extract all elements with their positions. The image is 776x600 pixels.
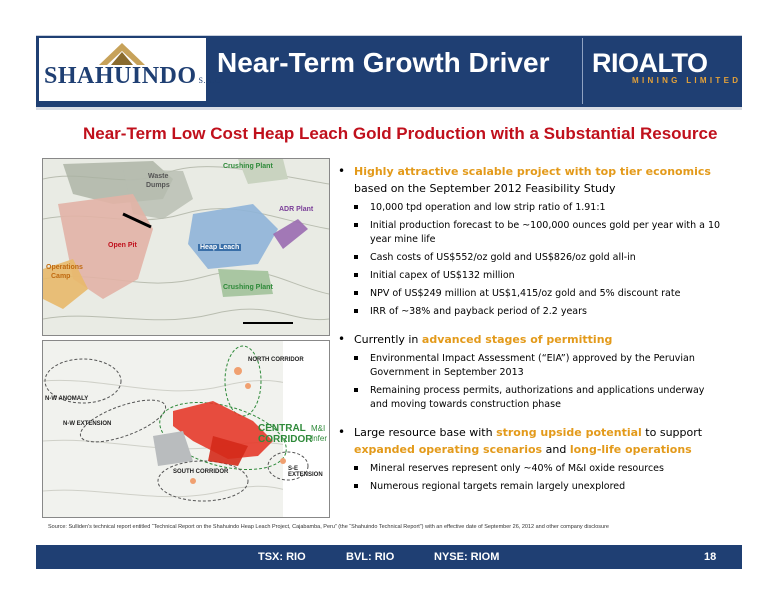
bullet-dot-icon: • xyxy=(338,332,346,346)
sub-bullet-text: Environmental Impact Assessment (“EIA”) approved by the Peruvian Government in September 2013 xyxy=(370,353,695,378)
page-number: 18 xyxy=(704,551,717,563)
sub-bullet xyxy=(338,305,723,319)
shahuindo-suffix: S.A.C xyxy=(198,76,221,85)
bullet-dot-icon: • xyxy=(338,425,346,439)
shahuindo-logo-text xyxy=(44,63,221,90)
square-bullet-icon xyxy=(354,309,358,313)
source-note: Source: Sulliden's technical report entitled “Technical Report on the Shahuindo Heap Leach Project, Cajabamba, Peru” (the “Shahuindo Technical Report”) with an effective date of September 26, 2012 and other company disclosure xyxy=(48,524,609,530)
square-bullet-icon xyxy=(354,205,358,209)
label-south-corridor: SOUTH CORRIDOR xyxy=(173,469,229,475)
header-divider xyxy=(582,38,583,104)
bullet-dot-icon: • xyxy=(338,164,346,178)
shahuindo-logo-mark xyxy=(99,43,145,65)
square-bullet-icon xyxy=(354,291,358,295)
rioalto-logo xyxy=(592,50,741,85)
rioalto-logo-sub: MINING LIMITED xyxy=(632,76,742,85)
bullet-economics-highlight: Highly attractive scalable project with top tier economics xyxy=(354,165,711,178)
sub-bullet-text: NPV of US$249 million at US$1,415/oz gold and 5% discount rate xyxy=(370,288,681,299)
label-mi-1: M&I xyxy=(311,424,326,433)
label-se-extension: S-E EXTENSION xyxy=(288,466,323,478)
label-open-pit: Open Pit xyxy=(108,242,137,249)
label-heap-leach: Heap Leach xyxy=(200,244,240,251)
square-bullet-icon xyxy=(354,388,358,392)
sub-bullet xyxy=(338,269,723,283)
sub-bullet xyxy=(338,384,723,412)
sub-bullet-text: Initial capex of US$132 million xyxy=(370,270,515,281)
bullet-resource-highlight-1: strong upside potential xyxy=(496,426,642,439)
square-bullet-icon xyxy=(354,356,358,360)
ticker-tsx: TSX: RIO xyxy=(258,551,306,563)
label-mi-2: Infer xyxy=(311,434,328,443)
bullet-economics-text: based on the September 2012 Feasibility Study xyxy=(354,182,616,195)
sub-bullet xyxy=(338,352,723,380)
square-bullet-icon xyxy=(354,223,358,227)
bullet-list xyxy=(338,163,723,498)
shahuindo-name: SHAHUINDO xyxy=(44,63,197,89)
bullet-resource-text-mid: to support xyxy=(641,426,703,439)
sub-bullet-text: Numerous regional targets remain largely unexplored xyxy=(370,481,626,492)
bullet-permitting xyxy=(338,331,723,348)
label-central-corridor-1: CENTRAL xyxy=(258,423,306,434)
sub-bullet xyxy=(338,462,723,476)
bullet-resource-text: Large resource base with xyxy=(354,426,497,439)
sub-bullet xyxy=(338,251,723,265)
label-operations-camp-2: Camp xyxy=(51,273,71,280)
label-crushing-plant-top: Crushing Plant xyxy=(223,163,273,170)
ticker-bvl: BVL: RIO xyxy=(346,551,395,563)
ticker-nyse: NYSE: RIOM xyxy=(434,551,500,563)
page-title: Near-Term Growth Driver xyxy=(217,47,550,78)
site-layout-map xyxy=(42,158,330,336)
bullet-permitting-text: Currently in xyxy=(354,333,422,346)
shahuindo-logo xyxy=(39,38,221,101)
sub-bullet-text: Remaining process permits, authorizations and applications underway and moving towards construction phase xyxy=(370,385,705,410)
bullet-permitting-highlight: advanced stages of permitting xyxy=(421,333,613,346)
sub-bullet-text: 10,000 tpd operation and low strip ratio of 1.91:1 xyxy=(370,202,606,213)
bullet-resource-highlight-3: long-life operations xyxy=(569,443,692,456)
sub-bullet-text: Initial production forecast to be ~100,000 ounces gold per year with a 10 year mine life xyxy=(370,220,721,245)
site-layout-map-graphic xyxy=(43,159,329,335)
label-operations-camp-1: Operations xyxy=(46,264,83,271)
bullet-resource xyxy=(338,424,723,458)
bullet-economics xyxy=(338,163,723,197)
label-waste-dumps-2: Dumps xyxy=(146,182,170,189)
label-adr-plant: ADR Plant xyxy=(279,206,314,213)
square-bullet-icon xyxy=(354,255,358,259)
slide-subtitle: Near-Term Low Cost Heap Leach Gold Production with a Substantial Resource xyxy=(83,124,718,143)
sub-bullet xyxy=(338,219,723,247)
sub-bullet xyxy=(338,201,723,215)
bullet-resource-text-and: and xyxy=(542,443,570,456)
sub-bullet xyxy=(338,480,723,494)
label-north-corridor: NORTH CORRIDOR xyxy=(248,357,304,363)
sub-bullet xyxy=(338,287,723,301)
square-bullet-icon xyxy=(354,273,358,277)
square-bullet-icon xyxy=(354,466,358,470)
label-central-corridor-2: CORRIDOR xyxy=(258,434,313,445)
label-nw-anomaly: N-W ANOMALY xyxy=(45,396,89,402)
corridor-map xyxy=(42,340,330,518)
label-nw-extension: N-W EXTENSION xyxy=(63,421,112,427)
sub-bullet-text: Mineral reserves represent only ~40% of M&I oxide resources xyxy=(370,463,664,474)
sub-bullet-text: Cash costs of US$552/oz gold and US$826/oz gold all-in xyxy=(370,252,636,263)
label-crushing-plant-bottom: Crushing Plant xyxy=(223,284,273,291)
square-bullet-icon xyxy=(354,484,358,488)
sub-bullet-text: IRR of ~38% and payback period of 2.2 years xyxy=(370,306,587,317)
bullet-resource-highlight-2: expanded operating scenarios xyxy=(354,443,543,456)
label-waste-dumps-1: Waste xyxy=(148,173,169,180)
rioalto-logo-word: RIOALTO xyxy=(592,48,708,78)
